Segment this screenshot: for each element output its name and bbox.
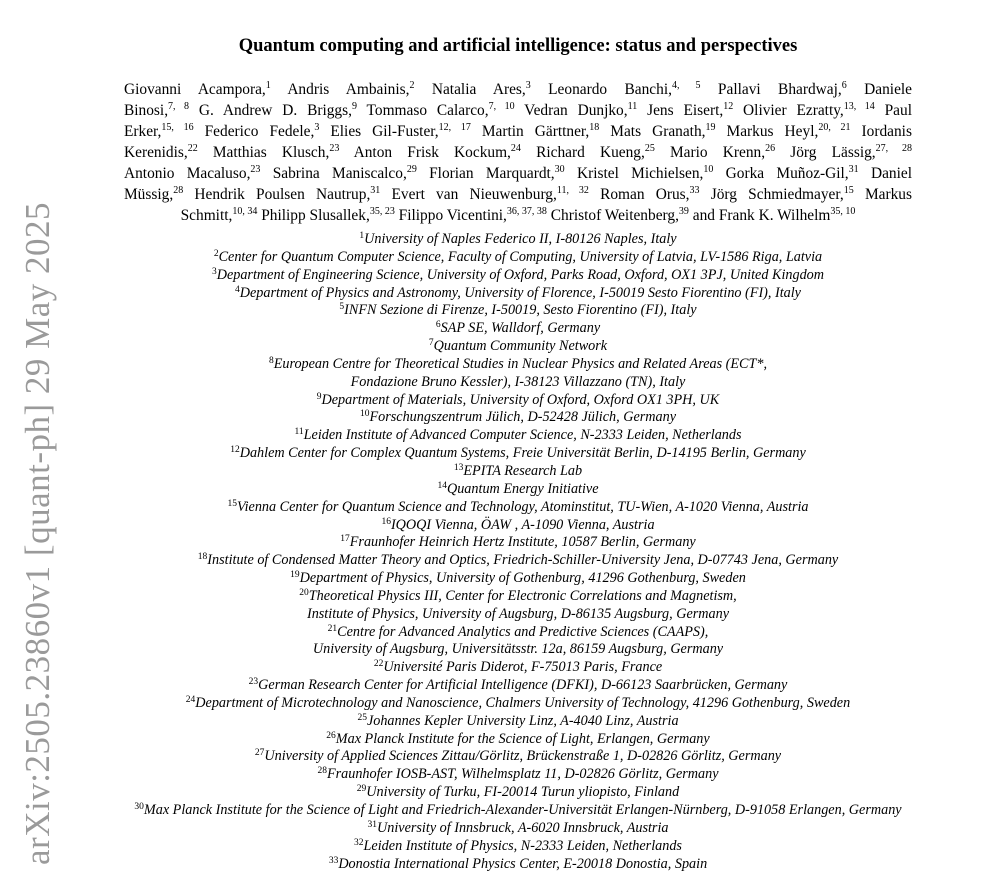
affiliation-line xyxy=(0,463,1008,481)
author-name: Paul xyxy=(884,102,912,119)
author-name: Daniele xyxy=(864,81,913,98)
affiliation-number: 18 xyxy=(197,552,208,563)
affiliation-number: 2 xyxy=(213,248,219,259)
affiliation-text: Department of Physics, University of Gothenburg, 41296 Gothenburg, Sweden xyxy=(299,570,746,587)
affiliation-number: 3 xyxy=(211,266,217,277)
affiliation-line xyxy=(0,606,1008,624)
affiliation-number: 31 xyxy=(367,819,378,830)
affiliation-line xyxy=(0,659,1008,677)
author-line xyxy=(124,100,912,121)
affiliation-text: IQOQI Vienna, ÖAW , A-1090 Vienna, Austria xyxy=(390,516,655,533)
affiliation-marker: 7, 10 xyxy=(488,101,515,112)
affiliation-marker: 11, 32 xyxy=(556,185,589,196)
affiliation-line xyxy=(0,409,1008,427)
affiliation-marker: 20, 21 xyxy=(818,122,851,133)
affiliation-line xyxy=(0,302,1008,320)
author-name: Filippo Vicentini,$^{36, 37, 38}$ xyxy=(398,206,547,224)
author-name: Kristel Michielsen,$^{10}$ xyxy=(576,164,714,182)
affiliation-text: Forschungszentrum Jülich, D-52428 Jülich, Germany xyxy=(369,409,677,426)
affiliation-line xyxy=(0,552,1008,570)
affiliation-list xyxy=(0,231,1008,873)
affiliation-line xyxy=(0,392,1008,410)
affiliation-line xyxy=(0,731,1008,749)
author-name: Tommaso Calarco,$^{7, 10}$ xyxy=(366,101,515,119)
affiliation-marker: 27, 28 xyxy=(875,143,912,154)
affiliation-line xyxy=(0,677,1008,695)
affiliation-marker: 1 xyxy=(265,80,271,91)
affiliation-marker: 3 xyxy=(314,122,320,133)
author-name: Gorka Muñoz-Gil,$^{31}$ xyxy=(725,164,859,182)
affiliation-text: Donostia International Physics Center, E-20018 Donostia, Spain xyxy=(338,855,708,872)
arxiv-identifier-stamp: arXiv:2505.23860v1 [quant-ph] 29 May 2025 xyxy=(18,201,57,865)
affiliation-number: 26 xyxy=(326,730,336,741)
author-name: Müssig,$^{28}$ xyxy=(124,185,184,203)
affiliation-number: 7 xyxy=(428,338,434,349)
author-name: Jörg Schmiedmayer,$^{15}$ xyxy=(710,185,854,203)
affiliation-line xyxy=(0,374,1008,392)
author-name: Sabrina Maniscalco,$^{29}$ xyxy=(272,164,417,182)
author-name: Roman Orus,$^{33}$ xyxy=(600,185,700,203)
author-name: Daniel xyxy=(870,165,912,182)
affiliation-marker: 11 xyxy=(627,101,638,112)
affiliation-number: 13 xyxy=(453,462,464,473)
affiliation-number: 5 xyxy=(339,302,345,313)
affiliation-line xyxy=(0,713,1008,731)
author-name: Pallavi Bhardwaj,$^6$ xyxy=(717,80,847,98)
author-name: Markus xyxy=(864,186,912,203)
author-name: Hendrik Poulsen Nautrup,$^{31}$ xyxy=(194,185,381,203)
affiliation-line xyxy=(0,445,1008,463)
affiliation-marker: 39 xyxy=(678,206,689,217)
affiliation-text: Fraunhofer IOSB-AST, Wilhelmsplatz 11, D-02826 Görlitz, Germany xyxy=(326,766,719,783)
affiliation-text: Dahlem Center for Complex Quantum Systems, Freie Universität Berlin, D-14195 Berlin, Germany xyxy=(239,445,806,462)
affiliation-line xyxy=(0,517,1008,535)
affiliation-marker: 2 xyxy=(409,80,415,91)
affiliation-number: 9 xyxy=(316,391,322,402)
affiliation-marker: 3 xyxy=(525,80,531,91)
affiliation-line xyxy=(0,231,1008,249)
affiliation-line xyxy=(0,534,1008,552)
author-name: Olivier Ezratty,$^{13, 14}$ xyxy=(743,101,875,119)
affiliation-number: 10 xyxy=(359,409,370,420)
affiliation-line xyxy=(0,784,1008,802)
affiliation-number: 27 xyxy=(254,748,265,759)
affiliation-line xyxy=(0,249,1008,267)
paper-title: Quantum computing and artificial intelligence: status and perspectives xyxy=(238,36,798,56)
affiliation-text: University of Innsbruck, A-6020 Innsbruck, Austria xyxy=(377,819,669,836)
affiliation-number: 14 xyxy=(437,480,447,491)
affiliation-line xyxy=(0,695,1008,713)
affiliation-number: 12 xyxy=(230,445,240,456)
affiliation-text: University of Augsburg, Universitätsstr. 12a, 86159 Augsburg, Germany xyxy=(312,641,724,658)
affiliation-text: Quantum Energy Initiative xyxy=(446,480,599,497)
affiliation-line xyxy=(0,356,1008,374)
affiliation-marker: 12 xyxy=(723,101,734,112)
affiliation-number: 11 xyxy=(294,427,304,438)
affiliation-marker: 19 xyxy=(705,122,716,133)
author-line xyxy=(124,184,912,205)
affiliation-line xyxy=(0,766,1008,784)
affiliation-line xyxy=(0,338,1008,356)
affiliation-line xyxy=(0,641,1008,659)
affiliation-text: University of Applied Sciences Zittau/Görlitz, Brückenstraße 1, D-02826 Görlitz, Germany xyxy=(264,748,782,765)
author-name: Leonardo Banchi,$^{4, 5}$ xyxy=(548,80,701,98)
affiliation-text: Center for Quantum Computer Science, Faculty of Computing, University of Latvia, LV-1586 Riga, Latvia xyxy=(218,248,823,265)
affiliation-line xyxy=(0,285,1008,303)
affiliation-text: Johannes Kepler University Linz, A-4040 Linz, Austria xyxy=(366,712,679,729)
author-name: Anton Frisk Kockum,$^{24}$ xyxy=(353,143,521,161)
affiliation-text: Fondazione Bruno Kessler), I-38123 Villazzano (TN), Italy xyxy=(350,373,686,390)
author-name: and Frank K. Wilhelm$^{35, 10}$ xyxy=(692,206,856,224)
affiliation-text: Institute of Condensed Matter Theory and Optics, Friedrich-Schiller-University Jena, D-07743 Jena, Germany xyxy=(207,552,839,569)
author-name: Federico Fedele,$^3$ xyxy=(204,122,320,140)
author-name: Elies Gil-Fuster,$^{12, 17}$ xyxy=(330,122,471,140)
author-name: Kerenidis,$^{22}$ xyxy=(124,143,198,161)
affiliation-text: Max Planck Institute for the Science of Light and Friedrich-Alexander-Universität Erlangen-Nürnberg, D-91058 Erlangen, Germany xyxy=(143,802,902,818)
affiliation-number: 4 xyxy=(235,284,240,295)
affiliation-text: Institute of Physics, University of Augsburg, D-86135 Augsburg, Germany xyxy=(306,605,730,622)
affiliation-text: Department of Physics and Astronomy, University of Florence, I-50019 Sesto Fiorentino (FI), Italy xyxy=(239,284,801,301)
affiliation-marker: 30 xyxy=(554,164,565,175)
author-name: Erker,$^{15, 16}$ xyxy=(124,122,194,140)
author-name: Andris Ambainis,$^2$ xyxy=(287,80,415,98)
affiliation-number: 15 xyxy=(227,498,237,509)
affiliation-line xyxy=(0,820,1008,838)
affiliation-marker: 4, 5 xyxy=(671,80,701,91)
affiliation-marker: 15 xyxy=(843,185,854,196)
affiliation-number: 8 xyxy=(268,355,274,366)
affiliation-text: German Research Center for Artificial Intelligence (DFKI), D-66123 Saarbrücken, Germany xyxy=(258,677,788,694)
author-name: Antonio Macaluso,$^{23}$ xyxy=(124,164,261,182)
author-name: Mario Krenn,$^{26}$ xyxy=(670,143,776,161)
author-name: Jens Eisert,$^{12}$ xyxy=(647,101,734,119)
author-name: Mats Granath,$^{19}$ xyxy=(610,122,716,140)
affiliation-marker: 10, 34 xyxy=(232,206,258,217)
affiliation-marker: 31 xyxy=(370,185,381,196)
affiliation-marker: 35, 10 xyxy=(830,206,856,217)
affiliation-number: 16 xyxy=(381,516,391,527)
author-line xyxy=(124,205,912,226)
affiliation-line xyxy=(0,427,1008,445)
affiliation-marker: 28 xyxy=(173,185,184,196)
affiliation-marker: 36, 37, 38 xyxy=(506,206,547,217)
author-name: G. Andrew D. Briggs,$^9$ xyxy=(198,101,357,119)
affiliation-marker: 29 xyxy=(406,164,417,175)
affiliation-number: 22 xyxy=(373,659,384,670)
affiliation-text: Department of Microtechnology and Nanoscience, Chalmers University of Technology, 41296 Gothenburg, Sweden xyxy=(195,694,851,711)
author-name: Martin Gärttner,$^{18}$ xyxy=(481,122,600,140)
affiliation-marker: 13, 14 xyxy=(843,101,875,112)
affiliation-line xyxy=(0,499,1008,517)
affiliation-text: Max Planck Institute for the Science of Light, Erlangen, Germany xyxy=(335,730,710,747)
affiliation-number: 17 xyxy=(340,534,350,545)
author-name: Matthias Klusch,$^{23}$ xyxy=(212,143,340,161)
author-name: Binosi,$^{7, 8}$ xyxy=(124,101,190,119)
affiliation-line xyxy=(0,570,1008,588)
affiliation-text: European Centre for Theoretical Studies in Nuclear Physics and Related Areas (ECT*, xyxy=(273,355,768,372)
affiliation-text: Theoretical Physics III, Center for Electronic Correlations and Magnetism, xyxy=(308,587,737,604)
affiliation-line xyxy=(0,748,1008,766)
affiliation-number: 19 xyxy=(290,570,300,581)
author-line xyxy=(124,79,912,100)
author-name: Florian Marquardt,$^{30}$ xyxy=(429,164,565,182)
affiliation-marker: 31 xyxy=(848,164,859,175)
affiliation-text: Department of Engineering Science, University of Oxford, Parks Road, Oxford, OX1 3PJ, United Kingdom xyxy=(216,266,825,283)
affiliation-line xyxy=(0,856,1008,873)
author-name: Giovanni Acampora,$^1$ xyxy=(124,80,271,98)
affiliation-text: University of Turku, FI-20014 Turun yliopisto, Finland xyxy=(366,784,680,801)
affiliation-marker: 18 xyxy=(589,122,600,133)
author-name: Iordanis xyxy=(861,123,912,140)
affiliation-text: Université Paris Diderot, F-75013 Paris, France xyxy=(383,659,663,676)
affiliation-number: 30 xyxy=(134,802,144,812)
affiliation-text: University of Naples Federico II, I-80126 Naples, Italy xyxy=(364,231,677,247)
affiliation-number: 28 xyxy=(317,766,327,777)
affiliation-number: 1 xyxy=(359,231,365,241)
author-name: Jörg Lässig,$^{27, 28}$ xyxy=(790,143,912,161)
author-name: Christof Weitenberg,$^{39}$ xyxy=(550,206,689,224)
affiliation-text: Department of Materials, University of Oxford, Oxford OX1 3PH, UK xyxy=(321,391,720,408)
affiliation-text: Fraunhofer Heinrich Hertz Institute, 10587 Berlin, Germany xyxy=(349,534,696,551)
affiliation-number: 29 xyxy=(356,784,367,795)
author-name: Schmitt,$^{10, 34}$ xyxy=(180,206,258,224)
author-name: Vedran Dunjko,$^{11}$ xyxy=(524,101,638,119)
affiliation-number: 24 xyxy=(185,694,196,705)
affiliation-text: Leiden Institute of Advanced Computer Science, N-2333 Leiden, Netherlands xyxy=(303,427,742,444)
affiliation-number: 20 xyxy=(299,587,309,598)
affiliation-marker: 24 xyxy=(510,143,521,154)
affiliation-marker: 26 xyxy=(765,143,776,154)
affiliation-marker: 23 xyxy=(250,164,261,175)
affiliation-marker: 25 xyxy=(644,143,655,154)
affiliation-line xyxy=(0,588,1008,606)
affiliation-number: 6 xyxy=(435,320,441,331)
affiliation-marker: 33 xyxy=(689,185,700,196)
affiliation-line xyxy=(0,320,1008,338)
affiliation-text: Leiden Institute of Physics, N-2333 Leiden, Netherlands xyxy=(363,837,682,854)
author-name: Markus Heyl,$^{20, 21}$ xyxy=(726,122,851,140)
affiliation-marker: 7, 8 xyxy=(168,101,190,112)
affiliation-line xyxy=(0,481,1008,499)
affiliation-marker: 9 xyxy=(351,101,357,112)
affiliation-marker: 15, 16 xyxy=(161,122,194,133)
author-name: Richard Kueng,$^{25}$ xyxy=(536,143,655,161)
author-name: Natalia Ares,$^3$ xyxy=(431,80,531,98)
affiliation-number: 32 xyxy=(354,837,364,848)
affiliation-marker: 22 xyxy=(187,143,198,154)
affiliation-marker: 12, 17 xyxy=(438,122,471,133)
author-line xyxy=(124,142,912,163)
affiliation-marker: 35, 23 xyxy=(369,206,395,217)
affiliation-number: 23 xyxy=(248,677,259,688)
affiliation-line xyxy=(0,838,1008,856)
author-line xyxy=(124,121,912,142)
affiliation-line xyxy=(0,802,1008,820)
author-list xyxy=(124,79,912,226)
affiliation-text: INFN Sezione di Firenze, I-50019, Sesto Fiorentino (FI), Italy xyxy=(344,302,697,319)
affiliation-number: 33 xyxy=(328,855,339,866)
affiliation-line xyxy=(0,624,1008,642)
affiliation-number: 21 xyxy=(327,623,338,634)
affiliation-text: Quantum Community Network xyxy=(433,338,608,355)
affiliation-marker: 6 xyxy=(841,80,847,91)
affiliation-text: SAP SE, Walldorf, Germany xyxy=(440,320,601,337)
affiliation-marker: 10 xyxy=(703,164,714,175)
affiliation-marker: 23 xyxy=(329,143,340,154)
affiliation-text: Vienna Center for Quantum Science and Technology, Atominstitut, TU-Wien, A-1020 Vienna, Austria xyxy=(236,498,809,515)
author-name: Evert van Nieuwenburg,$^{11, 32}$ xyxy=(391,185,589,203)
author-line xyxy=(124,163,912,184)
author-name: Philipp Slusallek,$^{35, 23}$ xyxy=(261,206,395,224)
affiliation-text: Centre for Advanced Analytics and Predictive Sciences (CAAPS), xyxy=(337,623,709,640)
affiliation-number: 25 xyxy=(357,712,367,723)
affiliation-text: EPITA Research Lab xyxy=(463,462,583,479)
affiliation-line xyxy=(0,267,1008,285)
